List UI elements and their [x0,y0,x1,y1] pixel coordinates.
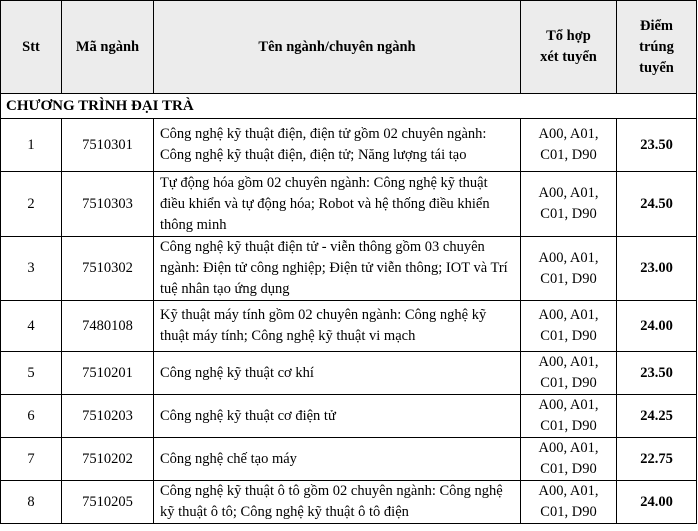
cell-to-hop: A00, A01, C01, D90 [521,119,617,172]
header-to-hop: Tổ hợp xét tuyển [521,1,617,94]
cell-stt: 7 [1,438,62,481]
cell-ma-nganh: 7510301 [62,119,154,172]
cell-ten-nganh: Công nghệ chế tạo máy [154,438,521,481]
cell-diem: 24.50 [617,172,697,237]
cell-to-hop: A00, A01, C01, D90 [521,301,617,352]
cell-ma-nganh: 7510205 [62,481,154,524]
cell-diem: 24.25 [617,395,697,438]
cell-stt: 6 [1,395,62,438]
table-row [1,172,697,237]
header-ten-nganh: Tên ngành/chuyên ngành [154,1,521,94]
cell-stt: 5 [1,352,62,395]
cell-ten-nganh: Công nghệ kỹ thuật cơ điện tử [154,395,521,438]
cell-ma-nganh: 7510302 [62,237,154,301]
cell-diem: 23.50 [617,352,697,395]
section-row [1,94,697,119]
cell-diem: 24.00 [617,301,697,352]
header-stt: Stt [1,1,62,94]
cell-ma-nganh: 7510303 [62,172,154,237]
cell-diem: 23.00 [617,237,697,301]
cell-ten-nganh: Công nghệ kỹ thuật ô tô gồm 02 chuyên ngành: Công nghệ kỹ thuật ô tô; Công nghệ kỹ thuật ô tô điện [154,481,521,524]
table-row [1,395,697,438]
table-row [1,481,697,524]
cell-to-hop: A00, A01, C01, D90 [521,352,617,395]
cell-stt: 4 [1,301,62,352]
cell-ma-nganh: 7480108 [62,301,154,352]
cell-stt: 3 [1,237,62,301]
cell-to-hop: A00, A01, C01, D90 [521,438,617,481]
cell-diem: 22.75 [617,438,697,481]
cell-ten-nganh: Công nghệ kỹ thuật cơ khí [154,352,521,395]
header-ma-nganh: Mã ngành [62,1,154,94]
table-row [1,301,697,352]
cell-stt: 2 [1,172,62,237]
table-row [1,119,697,172]
table-row [1,352,697,395]
cell-to-hop: A00, A01, C01, D90 [521,172,617,237]
cell-stt: 8 [1,481,62,524]
cell-ten-nganh: Công nghệ kỹ thuật điện, điện tử gồm 02 chuyên ngành: Công nghệ kỹ thuật điện, điện tử; Năng lượng tái tạo [154,119,521,172]
cell-ma-nganh: 7510202 [62,438,154,481]
cell-to-hop: A00, A01, C01, D90 [521,237,617,301]
cell-ten-nganh: Công nghệ kỹ thuật điện tử - viễn thông gồm 03 chuyên ngành: Điện tử công nghiệp; Điện tử viễn thông; IOT và Trí tuệ nhân tạo ứng dụng [154,237,521,301]
cell-ma-nganh: 7510203 [62,395,154,438]
cell-to-hop: A00, A01, C01, D90 [521,395,617,438]
header-row [1,1,697,94]
table-row [1,237,697,301]
cell-ma-nganh: 7510201 [62,352,154,395]
cell-diem: 24.00 [617,481,697,524]
section-title: CHƯƠNG TRÌNH ĐẠI TRÀ [1,94,697,119]
header-diem: Điểm trúng tuyển [617,1,697,94]
cell-stt: 1 [1,119,62,172]
cell-to-hop: A00, A01, C01, D90 [521,481,617,524]
cell-ten-nganh: Tự động hóa gồm 02 chuyên ngành: Công nghệ kỹ thuật điều khiển và tự động hóa; Robot và hệ thống điều khiển thông minh [154,172,521,237]
table-row [1,438,697,481]
cell-diem: 23.50 [617,119,697,172]
cell-ten-nganh: Kỹ thuật máy tính gồm 02 chuyên ngành: Công nghệ kỹ thuật máy tính; Công nghệ kỹ thuật vi mạch [154,301,521,352]
